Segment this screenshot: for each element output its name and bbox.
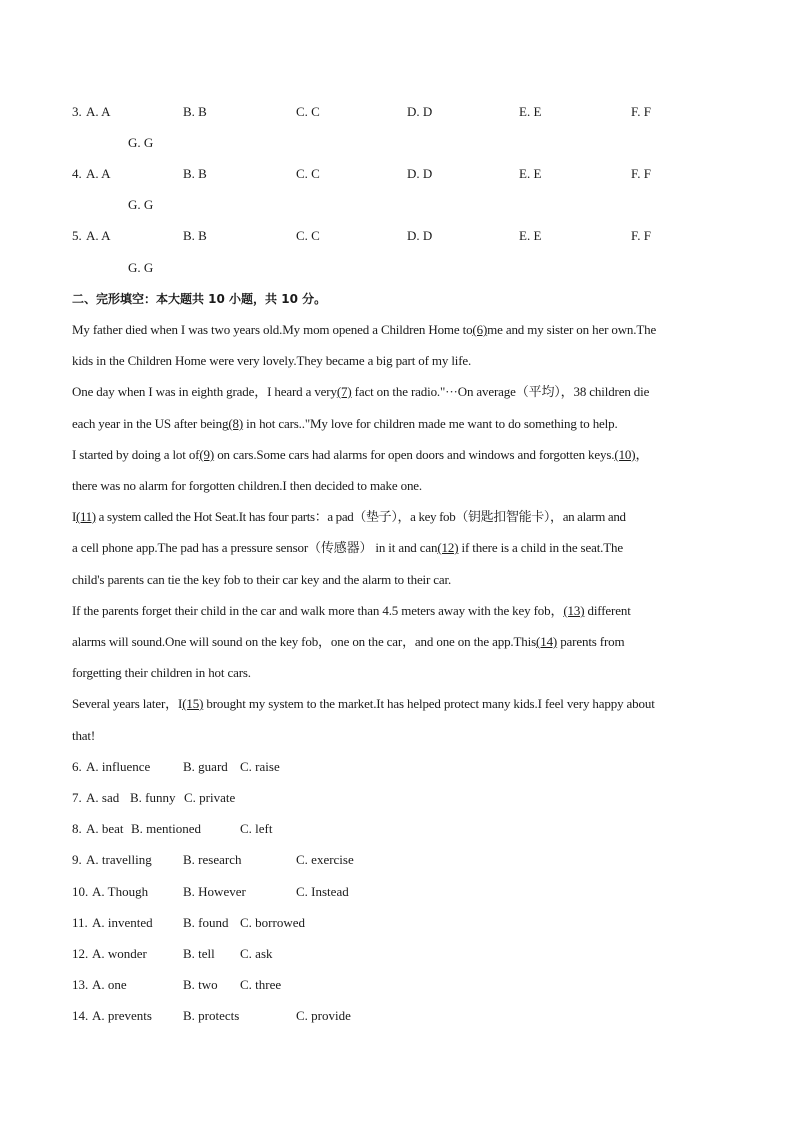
option-c: C. C (296, 104, 320, 119)
option-d: D. D (407, 166, 433, 181)
option-a: A. A (86, 104, 111, 119)
option-g: G. G (128, 135, 154, 150)
option-f: F. F (631, 228, 651, 243)
option-a: A. A (86, 228, 111, 243)
passage-line: a cell phone app.The pad has a pressure sensor（传感器） in it and can(12) if there is a child in the seat.The (72, 540, 624, 555)
options-row-5 (72, 226, 722, 246)
passage-line: One day when I was in eighth grade，I heard a very(7) fact on the radio."···On average（平均），38 children die (72, 384, 650, 399)
options-row-4 (72, 164, 722, 184)
option-d: D. D (407, 104, 433, 119)
option-a: A. A (86, 166, 111, 181)
passage-line: that! (72, 728, 96, 743)
blank-7: (7) (336, 384, 352, 399)
option-d: D. D (407, 228, 433, 243)
blank-12: (12) (437, 540, 459, 555)
option-e: E. E (519, 166, 542, 181)
option-f: F. F (631, 166, 651, 181)
option-g: G. G (128, 197, 154, 212)
blank-11: (11) (75, 509, 96, 524)
option-c: C. C (296, 228, 320, 243)
passage-line: child's parents can tie the key fob to their car key and the alarm to their car. (72, 572, 452, 587)
passage-line: Several years later，I(15) brought my system to the market.It has helped protect many kids.I feel very happy about (72, 696, 655, 711)
options-row-3 (72, 102, 722, 122)
question-number: 4. (72, 166, 82, 181)
passage-line: each year in the US after being(8) in hot cars.."My love for children made me want to do something to help. (72, 416, 618, 431)
option-b: B. B (183, 228, 207, 243)
option-b: B. B (183, 104, 207, 119)
document-page: 3. A. A B. B C. C D. D E. E F. F G. G 4. A. A B. B C. C D. D E. E F. F G. G 5. A. A B. B C. C D. D E. E F. F G. G 二、完形填空：本大题共 10 小题，共 10 分。 My father died when I was two years old.My mom opened a Children Home to(6)me and my sister on her own.The kids in the Children Home were very lovely.They became a big part of my life. One day when I was in eighth grade，I heard a very(7) fact on the radio."···On average（平均），38 children die each year in the US after being(8) in hot cars.."My love for children made me want to do something to help. I started by doing a lot of(9) on cars.Some cars had alarms for open doors and windows and forgotten keys.(10)， there was no alarm for forgotten children.I then decided to make one. I(11) a system called the Hot Seat.It has four parts：a pad（垫子），a key fob（钥匙扣智能卡），an alarm and a cell phone app.The pad has a pressure sensor（传感器） in it and can(12) if there is a child in the seat.The child's parents can tie the key fob to their car key and the alarm to their car. If the parents forget their child in the car and walk more than 4.5 meters away with the key fob，(13) different alarms will sound.One will sound on the key fob，one on the car，and one on the app.This(14) parents from forgetting their children in hot cars. Several years later，I(15) brought my system to the market.It has helped protect many kids.I feel very happy about that! 6. A. influence B. guard C. raise 7. A. sad B. funny C. private 8. A. beat B. mentioned C. left 9. A. travelling B. research C. exercise 10. A. Though B. However C. Instead 11. A. invented B. found C. borrowed 12. A. wonder B. tell C. ask 13. A. one B. two C. three 14. A. prevents B. protects C. provide (0, 0, 794, 1123)
passage-line: alarms will sound.One will sound on the key fob，one on the car，and one on the app.This(14) parents from (72, 634, 625, 649)
option-f: F. F (631, 104, 651, 119)
passage-line: My father died when I was two years old.My mom opened a Children Home to(6)me and my sister on her own.The (72, 322, 657, 337)
blank-8: (8) (228, 416, 244, 431)
option-g: G. G (128, 260, 154, 275)
passage-line: forgetting their children in hot cars. (72, 665, 251, 680)
blank-14: (14) (536, 634, 558, 649)
blank-10: (10) (614, 447, 636, 462)
passage-line: I(11) a system called the Hot Seat.It has four parts：a pad（垫子），a key fob（钥匙扣智能卡），an alarm and (72, 509, 626, 524)
question-number: 3. (72, 104, 82, 119)
option-c: C. C (296, 166, 320, 181)
passage-line: kids in the Children Home were very lovely.They became a big part of my life. (72, 353, 472, 368)
blank-15: (15) (182, 696, 204, 711)
blank-9: (9) (199, 447, 215, 462)
option-e: E. E (519, 104, 542, 119)
passage-line: If the parents forget their child in the car and walk more than 4.5 meters away with the key fob，(13) different (72, 603, 631, 618)
option-b: B. B (183, 166, 207, 181)
blank-6: (6) (472, 322, 488, 337)
passage-line: there was no alarm for forgotten children.I then decided to make one. (72, 478, 423, 493)
section-heading: 二、完形填空：本大题共 10 小题，共 10 分。 (72, 292, 327, 306)
option-e: E. E (519, 228, 542, 243)
question-number: 5. (72, 228, 82, 243)
passage-line: I started by doing a lot of(9) on cars.Some cars had alarms for open doors and windows and forgotten keys.(10)， (72, 447, 649, 462)
blank-13: (13) (563, 603, 585, 618)
